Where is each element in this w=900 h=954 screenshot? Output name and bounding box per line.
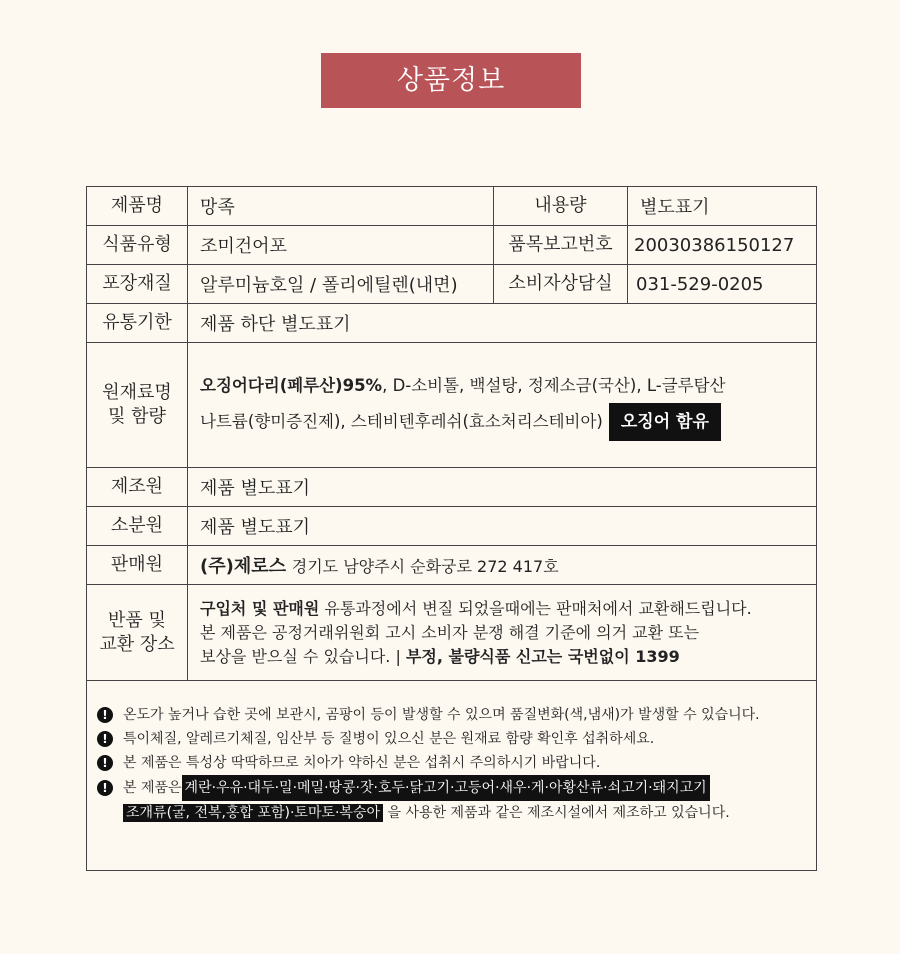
report-no-value: 20030386150127 — [628, 226, 817, 265]
seller-address: 경기도 남양주시 순화궁로 272 417호 — [291, 557, 559, 576]
table-row — [87, 187, 817, 226]
manufacturer-label: 제조원 — [87, 468, 188, 507]
consumer-center-value: 031-529-0205 — [628, 265, 817, 304]
table-row — [87, 507, 817, 546]
return-label — [87, 585, 188, 681]
packaging-label: 포장재질 — [87, 265, 188, 304]
return-value — [188, 585, 817, 681]
notice-text: 본 제품은 특성상 딱딱하므로 치아가 약하신 분은 섭취시 주의하시기 바랍니다. — [123, 755, 601, 771]
volume-value: 별도표기 — [628, 187, 817, 226]
seller-value — [188, 546, 817, 585]
ingredients-rest: , D-소비톨, 백설탕, 정제소금(국산), L-글루탐산 — [382, 376, 726, 395]
notice-prefix: 본 제품은 — [123, 780, 182, 796]
ingredients-value — [188, 343, 817, 468]
consumer-center-label: 소비자상담실 — [494, 265, 628, 304]
return-label-line2: 교환 장소 — [99, 633, 175, 655]
allergen-highlight: 계란·우유·대두·밀·메밀·땅콩·잣·호두·닭고기·고등어·새우·게·아황산류·쇠고기·돼지고기 — [182, 775, 710, 801]
subdivider-value: 제품 별도표기 — [188, 507, 817, 546]
ingredients-label-line2: 및 함량 — [108, 406, 166, 427]
table-row — [87, 468, 817, 507]
page-title: 상품정보 — [321, 53, 581, 108]
food-type-label: 식품유형 — [87, 226, 188, 265]
product-name-label: 제품명 — [87, 187, 188, 226]
product-info-table — [86, 186, 817, 871]
notice-item — [97, 727, 816, 751]
report-no-label: 품목보고번호 — [494, 226, 628, 265]
ingredients-label — [87, 343, 188, 468]
ingredients-line1 — [200, 369, 816, 403]
return-line3-rest: 보상을 받으실 수 있습니다. | — [200, 646, 406, 666]
food-type-value: 조미건어포 — [188, 226, 494, 265]
return-line2: 본 제품은 공정거래위원회 고시 소비자 분쟁 해결 기준에 의거 교환 또는 — [200, 622, 700, 642]
notice-text: 온도가 높거나 습한 곳에 보관시, 곰팡이 등이 발생할 수 있으며 품질변화(색,냄새)가 발생할 수 있습니다. — [123, 707, 760, 723]
ingredients-line2 — [200, 403, 816, 441]
return-label-line1: 반품 및 — [108, 609, 166, 631]
notice-item — [97, 703, 816, 727]
seller-label: 판매원 — [87, 546, 188, 585]
volume-label: 내용량 — [494, 187, 628, 226]
product-name-value: 망족 — [188, 187, 494, 226]
table-row — [87, 585, 817, 681]
ingredients-line2-text: 나트륨(향미증진제), 스테비텐후레쉬(효소처리스테비아) — [200, 412, 603, 431]
packaging-value: 알루미늄호일 / 폴리에틸렌(내면) — [188, 265, 494, 304]
return-line1-rest: 유통과정에서 변질 되었을때에는 판매처에서 교환해드립니다. — [319, 598, 752, 618]
notice-suffix: 을 사용한 제품과 같은 제조시설에서 제조하고 있습니다. — [383, 805, 730, 821]
seller-name: (주)제로스 — [200, 556, 287, 577]
warning-icon: ! — [97, 780, 113, 796]
table-row — [87, 343, 817, 468]
warning-icon: ! — [97, 731, 113, 747]
notice-section — [87, 681, 817, 871]
notice-item — [97, 751, 816, 775]
notice-item — [97, 775, 816, 801]
table-row — [87, 304, 817, 343]
ingredients-main: 오징어다리(페루산)95% — [200, 376, 383, 395]
return-line1 — [200, 597, 816, 621]
table-row — [87, 546, 817, 585]
warning-icon: ! — [97, 755, 113, 771]
table-row — [87, 265, 817, 304]
manufacturer-value: 제품 별도표기 — [188, 468, 817, 507]
table-row — [87, 681, 817, 871]
allergen-tag: 오징어 함유 — [609, 403, 721, 441]
expiry-label: 유통기한 — [87, 304, 188, 343]
allergen-highlight: 조개류(굴, 전복,홍합 포함)·토마토·복숭아 — [123, 804, 383, 822]
return-line3 — [200, 645, 816, 669]
notice-text: 특이체질, 알레르기체질, 임산부 등 질병이 있으신 분은 원재료 함량 확인후 섭취하세요. — [123, 731, 655, 747]
table-row — [87, 226, 817, 265]
return-line1-bold: 구입처 및 판매원 — [200, 598, 320, 618]
report-hotline: 부정, 불량식품 신고는 국번없이 1399 — [405, 646, 680, 666]
expiry-value: 제품 하단 별도표기 — [188, 304, 817, 343]
warning-icon: ! — [97, 707, 113, 723]
subdivider-label: 소분원 — [87, 507, 188, 546]
ingredients-label-line1: 원재료명 — [102, 382, 172, 403]
notice-continuation — [97, 801, 816, 825]
